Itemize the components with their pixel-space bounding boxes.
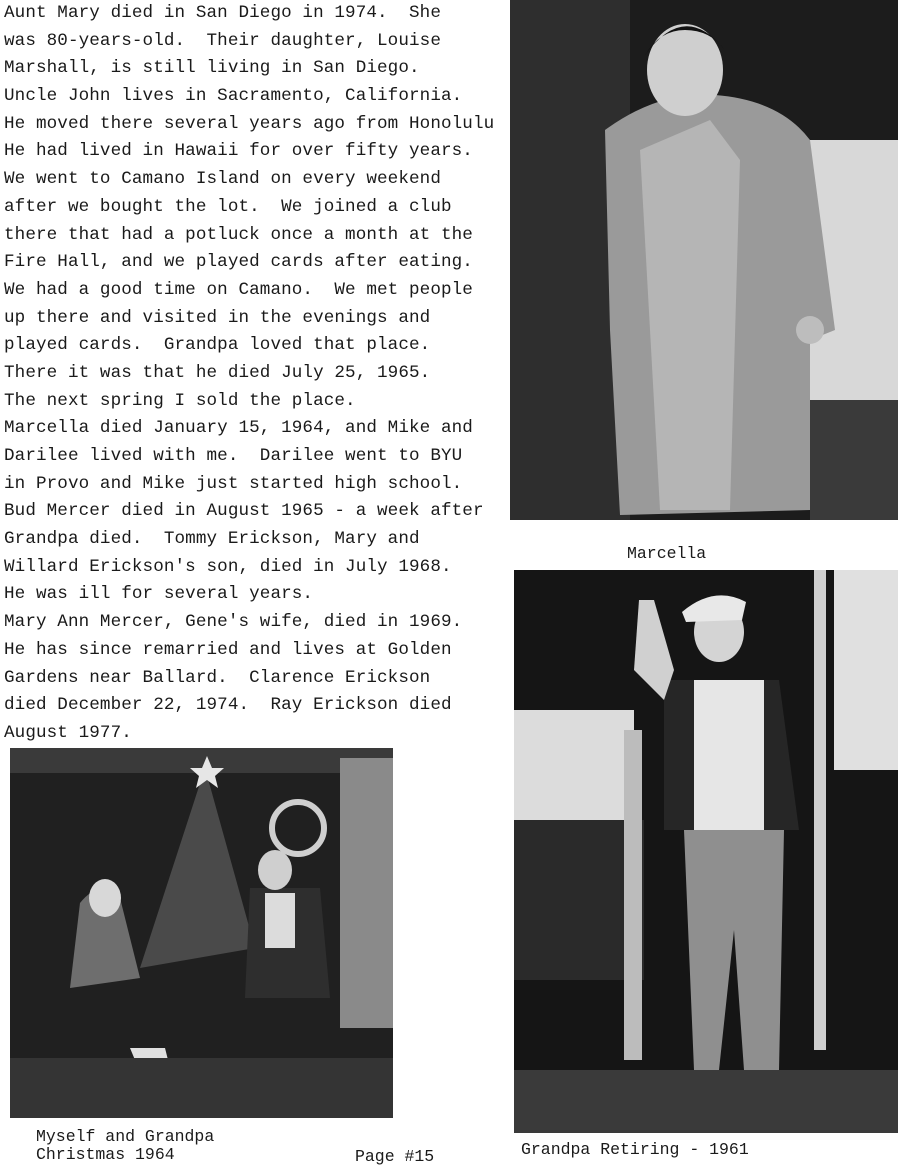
body-line: Willard Erickson's son, died in July 1968.: [4, 556, 452, 577]
christmas-photo: [10, 748, 393, 1118]
body-line: He was ill for several years.: [4, 584, 314, 605]
body-line: We went to Camano Island on every weekend: [4, 169, 441, 190]
body-line: August 1977.: [4, 722, 132, 743]
grandpa-retiring-photo: [514, 570, 898, 1133]
body-line: after we bought the lot. We joined a club: [4, 196, 452, 217]
body-line: He moved there several years ago from Honolulu: [4, 113, 495, 134]
marcella-photo: [510, 0, 898, 520]
body-line: played cards. Grandpa loved that place.: [4, 335, 431, 356]
body-line: We had a good time on Camano. We met people: [4, 279, 473, 300]
body-line: was 80-years-old. Their daughter, Louise: [4, 30, 441, 51]
body-line: Darilee lived with me. Darilee went to BYU: [4, 446, 463, 466]
body-line: Bud Mercer died in August 1965 - a week after: [4, 501, 484, 522]
body-line: There it was that he died July 25, 1965.: [4, 362, 431, 383]
body-line: He had lived in Hawaii for over fifty years.: [4, 141, 473, 162]
body-line: Gardens near Ballard. Clarence Erickson: [4, 667, 431, 688]
body-line: Aunt Mary died in San Diego in 1974. She: [4, 3, 441, 23]
page-number: Page #15: [355, 1147, 435, 1166]
body-line: in Provo and Mike just started high school.: [4, 473, 463, 494]
body-line: there that had a potluck once a month at the: [4, 224, 473, 245]
christmas-caption-line2: Christmas 1964: [36, 1145, 175, 1164]
body-text: [4, 0, 509, 748]
marcella-caption: Marcella: [627, 544, 707, 563]
body-line: Marshall, is still living in San Diego.: [4, 58, 420, 79]
body-line: up there and visited in the evenings and: [4, 307, 431, 328]
body-line: died December 22, 1974. Ray Erickson died: [4, 695, 452, 716]
body-line: Fire Hall, and we played cards after eating.: [4, 252, 473, 273]
body-line: He has since remarried and lives at Golden: [4, 639, 452, 660]
christmas-caption-line1: Myself and Grandpa: [36, 1127, 215, 1146]
body-line: Marcella died January 15, 1964, and Mike and: [4, 418, 473, 439]
retiring-caption: Grandpa Retiring - 1961: [521, 1140, 749, 1159]
body-line: Uncle John lives in Sacramento, California.: [4, 86, 463, 107]
body-line: Grandpa died. Tommy Erickson, Mary and: [4, 529, 420, 550]
body-line: The next spring I sold the place.: [4, 390, 356, 411]
body-line: Mary Ann Mercer, Gene's wife, died in 1969.: [4, 612, 463, 633]
